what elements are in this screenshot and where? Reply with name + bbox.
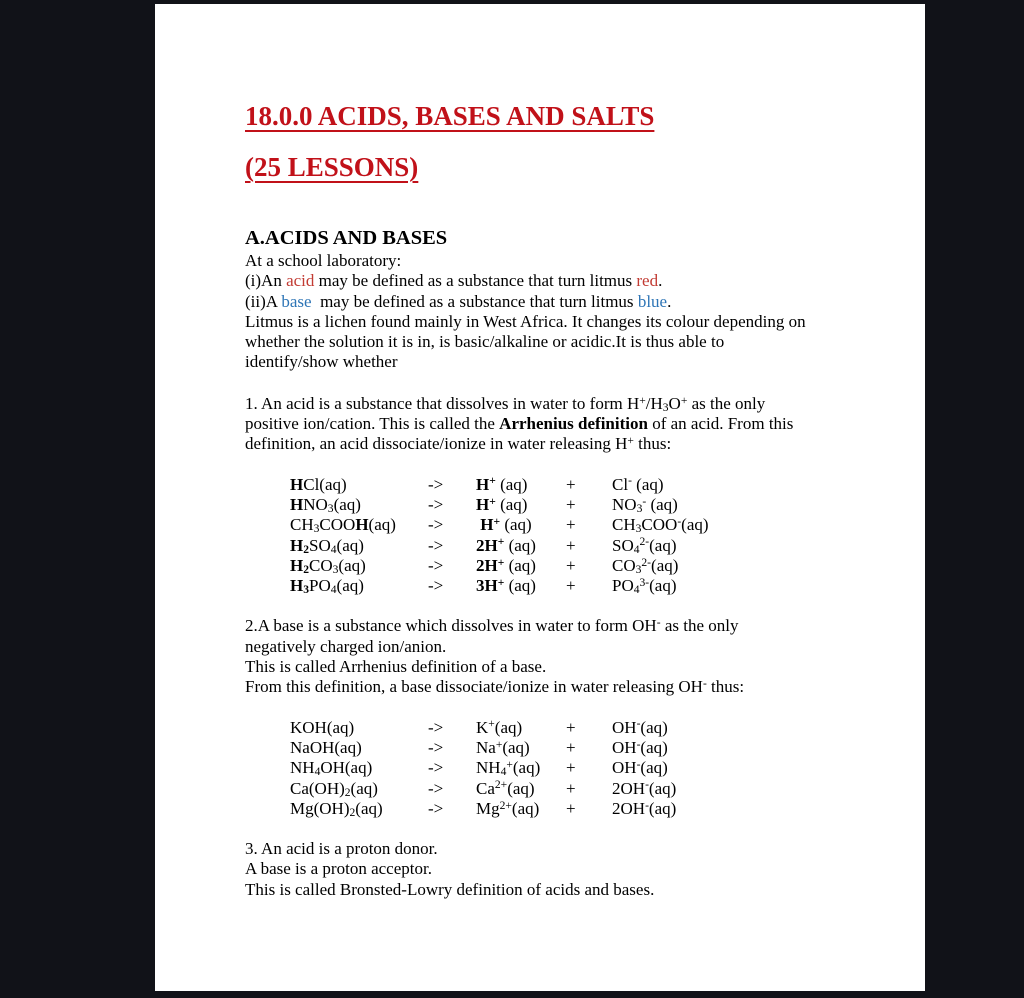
equation-plus: + <box>566 798 576 818</box>
equation-arrow: -> <box>428 778 444 798</box>
equation-reactant: $Mg(OH)_2(aq)$ <box>290 798 383 819</box>
text-line: Litmus is a lichen found mainly in West Africa. It changes its colour depending on <box>245 311 806 331</box>
equation-arrow: -> <box>428 798 444 818</box>
acid-ionization-table <box>290 475 867 597</box>
chapter-title-line-2: (25 LESSONS) <box>245 152 419 182</box>
equation-reactant: $CH_3COOH(aq)$ <box>290 515 396 536</box>
equation-cation: 2H+ (aq) <box>476 535 536 555</box>
equation-cation: Na+(aq) <box>476 737 530 757</box>
equation-cation: H+ (aq) <box>476 474 528 494</box>
equation-plus: + <box>566 717 576 737</box>
spacer <box>245 819 867 839</box>
equation-row <box>290 536 867 556</box>
equation-reactant: NaOH(aq) <box>290 737 362 757</box>
text-line: 1. An acid is a substance that dissolves in water to form $H^+/H_3O^+$ as the only <box>245 393 766 414</box>
equation-row <box>290 738 867 758</box>
equation-plus: + <box>566 474 576 494</box>
intro-paragraph <box>245 251 867 373</box>
equation-cation: $NH_4^+(aq)$ <box>476 758 541 779</box>
section-heading: A.ACIDS AND BASES <box>245 227 448 249</box>
equation-reactant: $H_2SO_4(aq)$ <box>290 535 364 556</box>
equation-arrow: -> <box>428 474 444 494</box>
text-line: At a school laboratory: <box>245 251 402 270</box>
text-line: negatively charged ion/anion. <box>245 636 447 656</box>
equation-anion: $CH_3COO^-(aq)$ <box>612 515 709 536</box>
document-content <box>155 4 925 900</box>
equation-reactant: $H_2CO_3(aq)$ <box>290 555 366 576</box>
equation-arrow: -> <box>428 717 444 737</box>
text-line: This is called Arrhenius definition of a base. <box>245 657 547 677</box>
text-line: positive ion/cation. This is called the Arrhenius definition of an acid. From this <box>245 414 794 434</box>
equation-row <box>290 515 867 535</box>
equation-arrow: -> <box>428 515 444 535</box>
equation-row <box>290 576 867 596</box>
document-page <box>155 4 925 991</box>
equation-plus: + <box>566 576 576 596</box>
equation-cation: H+ (aq) <box>480 515 532 535</box>
equation-arrow: -> <box>428 555 444 575</box>
equation-plus: + <box>566 515 576 535</box>
equation-plus: + <box>566 758 576 778</box>
equation-cation: 3H+ (aq) <box>476 575 536 596</box>
equation-row <box>290 718 867 738</box>
chapter-title <box>245 91 867 193</box>
equation-plus: + <box>566 778 576 798</box>
acid-definition-paragraph <box>245 394 867 455</box>
base-definition-paragraph <box>245 616 867 697</box>
equation-plus: + <box>566 494 576 514</box>
equation-reactant: $H_3PO_4(aq)$ <box>290 576 364 597</box>
equation-anion: $PO_4^{3-}(aq)$ <box>612 575 677 597</box>
equation-plus: + <box>566 737 576 757</box>
equation-row <box>290 758 867 778</box>
equation-plus: + <box>566 535 576 555</box>
text-line: definition, an acid dissociate/ionize in water releasing H+ thus: <box>245 434 672 454</box>
equation-cation: $Ca^{2+}(aq)$ <box>476 778 535 798</box>
text-line: 3. An acid is a proton donor. <box>245 839 438 859</box>
chapter-title-line-1: 18.0.0 ACIDS, BASES AND SALTS <box>245 101 655 131</box>
spacer <box>245 455 867 475</box>
equation-hydroxide: 2OH-(aq) <box>612 798 677 818</box>
equation-hydroxide: 2OH-(aq) <box>612 778 677 798</box>
equation-reactant: $Ca(OH)_2(aq)$ <box>290 778 378 799</box>
equation-arrow: -> <box>428 576 444 596</box>
equation-anion: $SO_4^{2-}(aq)$ <box>612 535 677 556</box>
spacer <box>245 596 867 616</box>
equation-anion: $CO_3^{2-}(aq)$ <box>612 555 679 576</box>
equation-row <box>290 495 867 515</box>
equation-hydroxide: OH-(aq) <box>612 717 668 737</box>
equation-reactant: $HNO_3(aq)$ <box>290 494 361 516</box>
equation-arrow: -> <box>428 737 444 757</box>
equation-hydroxide: OH-(aq) <box>612 758 668 778</box>
equation-cation: 2H+ (aq) <box>476 555 536 575</box>
equation-hydroxide: OH-(aq) <box>612 737 668 757</box>
equation-cation: H+ (aq) <box>476 494 528 514</box>
text-line: 2.A base is a substance which dissolves in water to form OH- as the only <box>245 616 739 636</box>
spacer <box>245 373 867 394</box>
equation-reactant: $NH_4OH(aq)$ <box>290 758 373 779</box>
equation-cation: K+(aq) <box>476 717 523 737</box>
spacer <box>245 698 867 718</box>
equation-arrow: -> <box>428 535 444 555</box>
text-line: (i)An acid may be defined as a substance that turn litmus red. <box>245 271 663 291</box>
text-line: identify/show whether <box>245 352 398 372</box>
text-line: From this definition, a base dissociate/ionize in water releasing OH- thus: <box>245 677 745 697</box>
equation-row <box>290 799 867 819</box>
equation-row <box>290 475 867 495</box>
equation-row <box>290 556 867 576</box>
text-line: (ii)A base may be defined as a substance that turn litmus blue. <box>245 291 672 311</box>
text-line: whether the solution it is in, is basic/alkaline or acidic.It is thus able to <box>245 332 725 352</box>
equation-arrow: -> <box>428 494 444 514</box>
text-line: A base is a proton acceptor. <box>245 859 432 879</box>
base-ionization-table <box>290 718 867 819</box>
equation-cation: $Mg^{2+}(aq)$ <box>476 798 540 818</box>
text-line: This is called Bronsted-Lowry definition of acids and bases. <box>245 879 655 899</box>
equation-reactant: HCl(aq) <box>290 474 347 494</box>
equation-anion: $NO_3^-$ (aq) <box>612 494 678 516</box>
equation-row <box>290 779 867 799</box>
equation-arrow: -> <box>428 758 444 778</box>
bronsted-lowry-paragraph <box>245 839 867 900</box>
equation-plus: + <box>566 555 576 575</box>
equation-reactant: KOH(aq) <box>290 717 355 737</box>
equation-anion: Cl- (aq) <box>612 474 664 494</box>
